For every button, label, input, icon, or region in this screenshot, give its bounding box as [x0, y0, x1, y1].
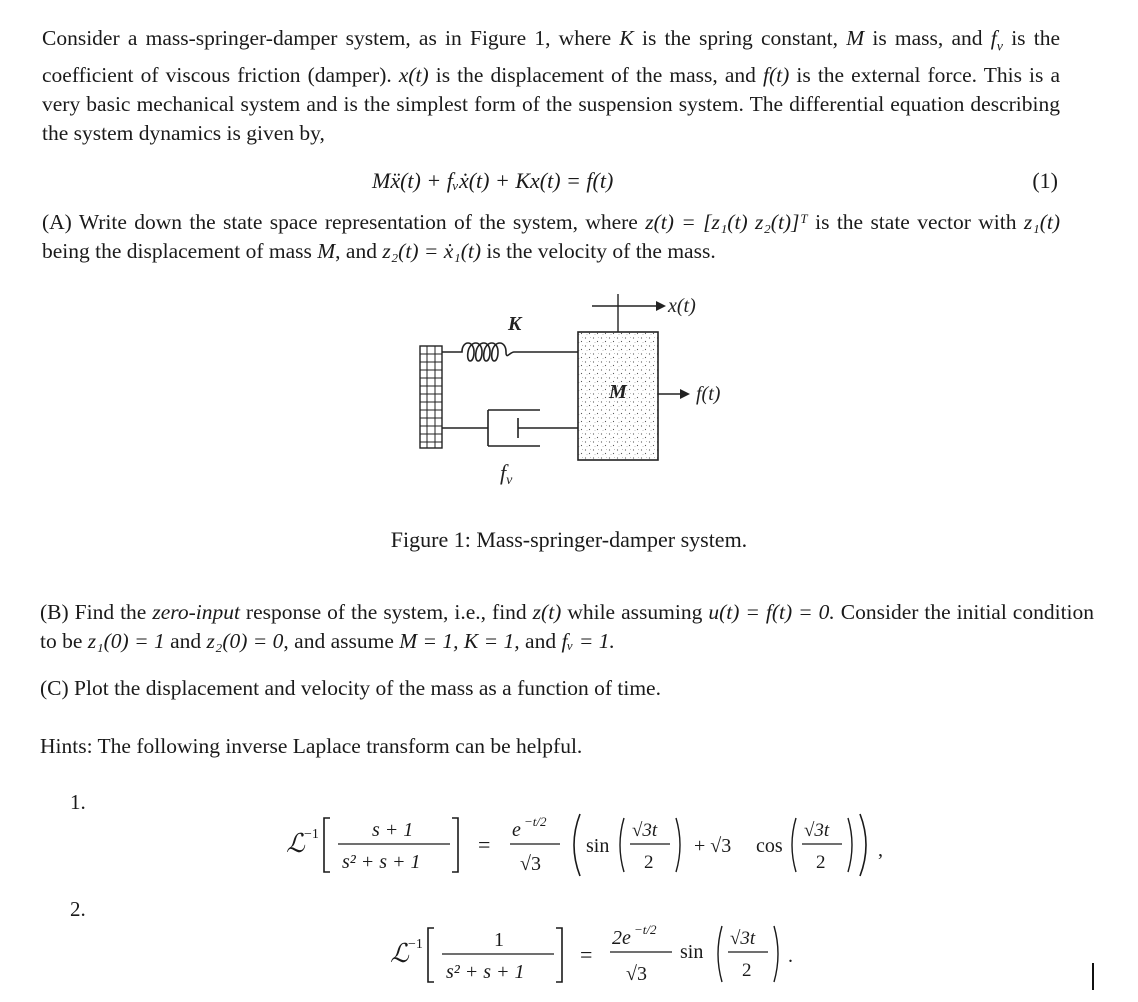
equation-1-body: Mẍ(t) + fᵥẋ(t) + Kx(t) = f(t)	[372, 168, 614, 193]
wall	[420, 346, 442, 448]
hint-formula-1	[280, 808, 920, 882]
equation-1-number: (1)	[1032, 168, 1058, 193]
part-b-paragraph: (B) Find the zero-input response of the system, i.e., find z(t) while assuming u(t) = f(t) = 0. Consider the initial condition to be z₁(0) = 1 and z₂(0) = 0, and assume M = 1, K = 1, and fᵥ = 1.	[40, 600, 1095, 653]
svg-text:−1: −1	[408, 937, 423, 952]
mass-spring-damper-figure	[400, 288, 740, 498]
hint-item-1-number: 1.	[70, 790, 86, 814]
label-fv: fv	[500, 460, 513, 488]
intro-paragraph: Consider a mass-springer-damper system, as in Figure 1, where K is the spring constant, M is mass, and $f_v$ is the coefficient of viscous friction (damper). x(t) is the displacement of the mass, and f(t) is the external force. This is a very basic mechanical system and is the simplest form of the suspension system. The differential equation describing the system dynamics is given by,	[42, 26, 1061, 146]
svg-text:2: 2	[644, 852, 654, 873]
svg-text:.: .	[788, 945, 793, 967]
force-arrow	[658, 389, 690, 399]
part-a-paragraph: (A) Write down the state space representation of the system, where z(t) = [z₁(t) z₂(t)]ᵀ is the state vector with z₁(t) being the displacement of mass M, and z₂(t) = ẋ₁(t) is the velocity of the mass.	[42, 210, 1060, 263]
svg-text:√3t: √3t	[804, 820, 830, 841]
svg-text:√3: √3	[626, 963, 647, 985]
svg-text:√3t: √3t	[632, 820, 658, 841]
figure-caption: Figure 1: Mass-springer-damper system.	[390, 527, 748, 552]
svg-text:ℒ: ℒ	[286, 829, 305, 858]
svg-text:2: 2	[742, 960, 752, 981]
svg-text:sin: sin	[680, 941, 704, 963]
svg-text:=: =	[478, 832, 491, 857]
svg-text:−1: −1	[304, 827, 319, 842]
svg-text:2: 2	[816, 852, 826, 873]
label-xt: x(t)	[668, 295, 696, 317]
svg-text:+ √3: + √3	[694, 835, 732, 857]
svg-text:cos: cos	[756, 835, 783, 857]
equation-1	[42, 164, 1058, 198]
label-k: K	[508, 313, 522, 335]
svg-text:1: 1	[494, 929, 504, 951]
label-m: M	[609, 381, 627, 403]
svg-text:−t/2: −t/2	[524, 814, 547, 829]
text-cursor	[1092, 963, 1094, 990]
svg-text:2e: 2e	[612, 927, 631, 949]
hint-formula-2	[384, 918, 824, 992]
label-ft: f(t)	[696, 383, 721, 405]
svg-text:e: e	[512, 819, 521, 841]
displacement-arrow	[592, 294, 666, 332]
part-c-paragraph: (C) Plot the displacement and velocity of the mass as a function of time.	[40, 676, 661, 700]
svg-text:s + 1: s + 1	[372, 819, 414, 841]
hints-intro: Hints: The following inverse Laplace transform can be helpful.	[40, 734, 583, 758]
spring	[442, 343, 578, 361]
svg-text:−t/2: −t/2	[634, 922, 657, 937]
svg-text:s² + s + 1: s² + s + 1	[446, 961, 525, 983]
svg-text:=: =	[580, 942, 593, 967]
svg-text:√3: √3	[520, 853, 541, 875]
svg-text:ℒ: ℒ	[390, 939, 409, 968]
damper	[442, 410, 578, 446]
svg-text:sin: sin	[586, 835, 610, 857]
svg-text:s² + s + 1: s² + s + 1	[342, 851, 421, 873]
svg-text:,: ,	[878, 839, 883, 861]
svg-text:√3t: √3t	[730, 928, 756, 949]
hint-item-2-number: 2.	[70, 897, 86, 921]
